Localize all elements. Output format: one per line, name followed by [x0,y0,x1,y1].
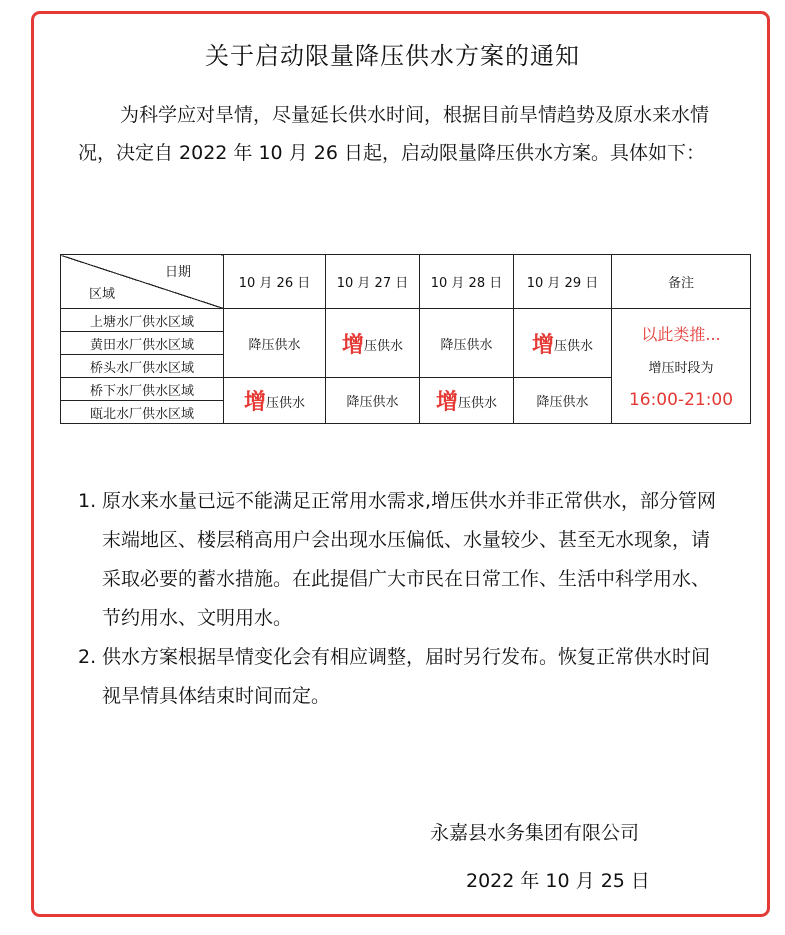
note-number: 2. [78,646,97,668]
header-oct28: 10 月 28 日 [420,255,514,309]
header-oct27: 10 月 27 日 [326,255,420,309]
region-qiaoxia: 桥下水厂供水区域 [61,378,224,401]
header-remark: 备注 [612,255,751,309]
note-number: 1. [78,490,97,512]
signature-date: 2022 年 10 月 25 日 [466,870,650,892]
boost-char: 增 [435,390,458,415]
cell-a-oct28: 降压供水 [420,309,514,378]
notice-title: 关于启动限量降压供水方案的通知 [205,42,580,70]
region-qiaotou: 桥头水厂供水区域 [61,355,224,378]
table-row [61,309,751,332]
signature-org: 永嘉县水务集团有限公司 [430,822,640,844]
note-item-1 [78,482,718,638]
cell-b-oct28 [420,378,514,424]
header-oct29: 10 月 29 日 [514,255,612,309]
notice-intro: 为科学应对旱情，尽量延长供水时间，根据目前旱情趋势及原水来水情况，决定自 2022 年 10 月 26 日起，启动限量降压供水方案。具体如下： [78,104,710,164]
remark-period-label: 增压时段为 [648,361,714,376]
note-item-2 [78,638,718,716]
corner-area-label: 区域 [89,287,116,302]
boost-char: 增 [341,332,364,358]
boost-rest: 压供水 [266,396,306,411]
cell-b-oct27: 降压供水 [326,378,420,424]
corner-cell [61,255,224,309]
remark-period-time: 16:00-21:00 [628,390,734,410]
remark-cell [612,309,751,424]
notes-list [78,482,718,716]
note-text: 原水来水量已远不能满足正常用水需求,增压供水并非正常供水，部分管网末端地区、楼层稍高用户会出现水压偏低、水量较少、甚至无水现象，请采取必要的蓄水措施。在此提倡广大市民在日常工作、生活中科学用水、节约用水、文明用水。 [102,490,717,629]
cell-b-oct29: 降压供水 [514,378,612,424]
remark-etc: 以此类推... [641,325,721,344]
boost-rest: 压供水 [458,396,498,411]
boost-char: 增 [531,332,554,358]
supply-schedule-table [60,254,751,424]
table-header-row [61,255,751,309]
header-oct26: 10 月 26 日 [224,255,326,309]
corner-date-label: 日期 [164,265,191,280]
boost-rest: 压供水 [364,338,404,354]
region-huangtian: 黄田水厂供水区域 [61,332,224,355]
cell-a-oct26: 降压供水 [224,309,326,378]
region-shangtang: 上塘水厂供水区域 [61,309,224,332]
boost-char: 增 [243,390,266,415]
region-oubei: 瓯北水厂供水区域 [61,401,224,424]
note-text: 供水方案根据旱情变化会有相应调整，届时另行发布。恢复正常供水时间视旱情具体结束时间而定。 [102,646,711,707]
boost-rest: 压供水 [554,338,594,354]
cell-a-oct27 [326,309,420,378]
cell-b-oct26 [224,378,326,424]
cell-a-oct29 [514,309,612,378]
